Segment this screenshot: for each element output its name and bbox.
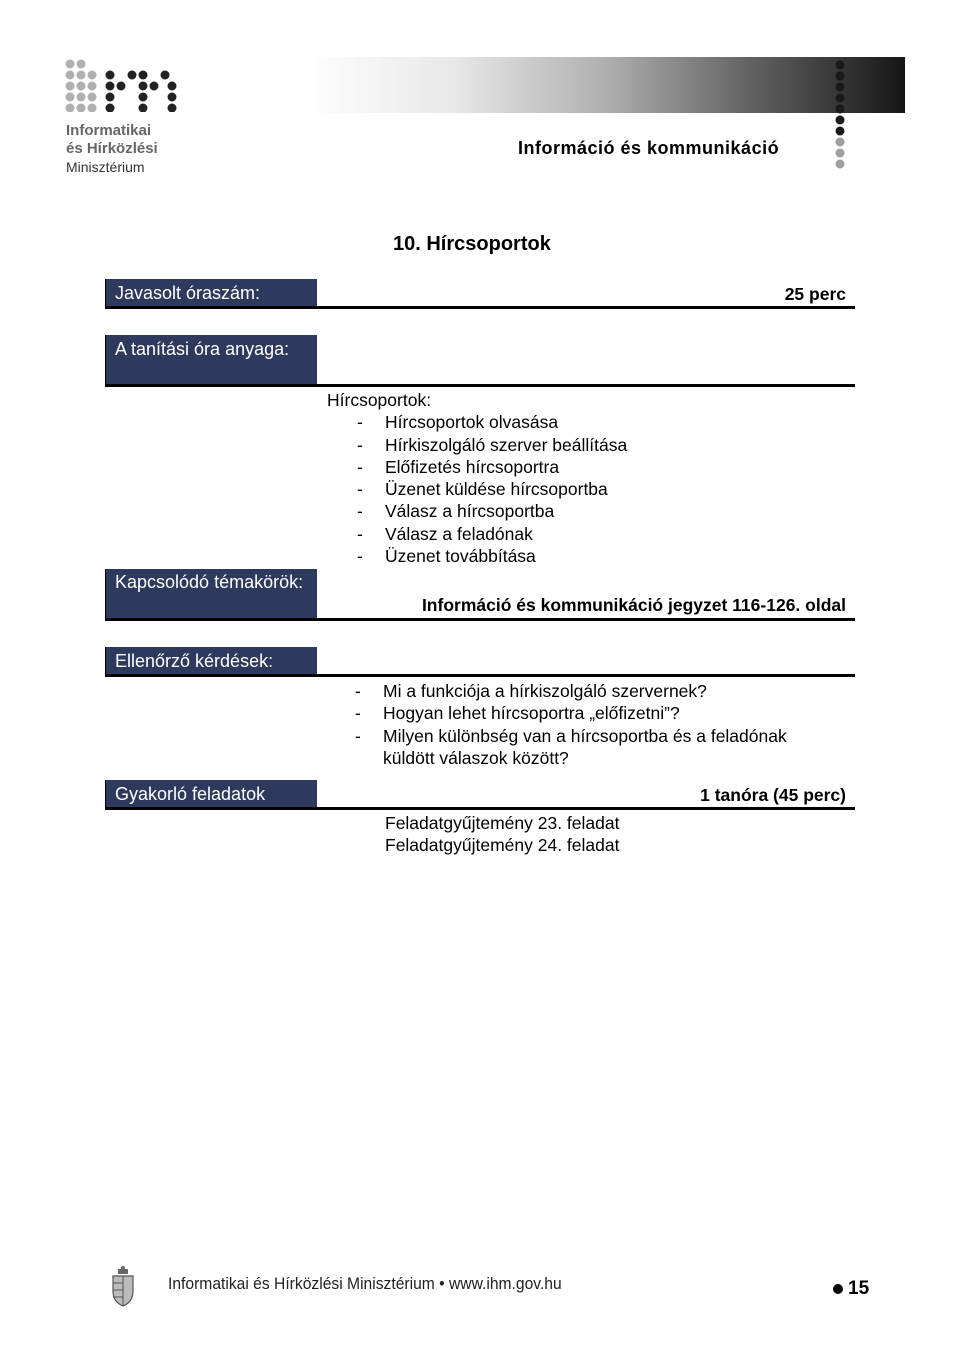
dash: -: [357, 501, 363, 522]
question-item: [325, 680, 855, 702]
bullet-icon: [832, 1283, 844, 1295]
divider: [105, 674, 855, 677]
divider: [105, 279, 106, 309]
question-text: Mi a funkciója a hírkiszolgáló szervernek?: [383, 681, 707, 701]
duration-label: Javasolt óraszám:: [105, 279, 317, 307]
dash: -: [357, 523, 363, 544]
list-item-text: Válasz a hírcsoportba: [385, 501, 555, 522]
list-item-text: Előfizetés hírcsoportra: [385, 456, 560, 477]
divider: [105, 780, 106, 810]
divider: [105, 807, 855, 810]
divider: [105, 569, 106, 621]
question-text: Milyen különbség van a hírcsoportba és a feladónak küldött válaszok között?: [383, 725, 787, 768]
divider: [105, 647, 106, 677]
duration-value: 25 perc: [784, 284, 846, 304]
logo-line-3: Minisztérium: [66, 159, 145, 175]
exercises-time: 1 tanóra (45 perc): [700, 785, 846, 805]
list-item: [327, 411, 847, 433]
question-item: [325, 725, 823, 770]
dash: -: [355, 703, 361, 724]
dash: -: [357, 479, 363, 500]
list-item: [327, 434, 847, 456]
list-item: [327, 500, 847, 522]
list-item-text: Hírkiszolgáló szerver beállítása: [385, 434, 628, 455]
exercises-content: [385, 812, 785, 857]
logo-line-1: Informatikai: [66, 122, 152, 139]
list-item-text: Üzenet továbbítása: [385, 546, 536, 567]
divider: [105, 306, 855, 309]
question-item: [325, 702, 855, 724]
divider: [105, 335, 106, 387]
ministry-logo-mark: [64, 58, 184, 112]
dash: -: [357, 434, 363, 455]
questions-content: [325, 680, 855, 769]
exercise-item: Feladatgyűjtemény 24. feladat: [385, 835, 620, 856]
list-item: [327, 456, 847, 478]
footer-text: Informatikai és Hírközlési Minisztérium • www.ihm.gov.hu: [168, 1274, 562, 1293]
material-label: A tanítási óra anyaga:: [105, 335, 317, 385]
header-gradient-bar: [303, 57, 905, 113]
list-item: [327, 523, 847, 545]
exercises-label: Gyakorló feladatok: [105, 780, 317, 808]
divider: [105, 384, 855, 387]
dash: -: [357, 412, 363, 433]
page-number: 15: [848, 1278, 870, 1299]
related-topics-label: Kapcsolódó témakörök:: [105, 569, 317, 619]
material-heading: Hírcsoportok:: [327, 390, 432, 410]
section-title: Információ és kommunikáció: [518, 138, 780, 158]
list-item: [327, 545, 847, 567]
dash: -: [357, 546, 363, 567]
coat-of-arms-icon: [110, 1265, 136, 1307]
dash: -: [355, 681, 361, 701]
question-text: Hogyan lehet hírcsoportra „előfizetni”?: [383, 703, 680, 724]
list-item: [327, 478, 847, 500]
divider: [105, 618, 855, 621]
related-topics-value: Információ és kommunikáció jegyzet 116-126. oldal: [421, 595, 846, 615]
material-content: [327, 389, 847, 567]
exercise-item: Feladatgyűjtemény 23. feladat: [385, 813, 620, 833]
header-dot-column: [834, 60, 846, 170]
ministry-logo-text: [66, 122, 206, 176]
list-item-text: Válasz a feladónak: [385, 523, 533, 544]
dash: -: [355, 725, 361, 746]
page-title: 10. Hírcsoportok: [393, 233, 551, 255]
questions-label: Ellenőrző kérdések:: [105, 647, 317, 675]
list-item-text: Hírcsoportok olvasása: [385, 412, 559, 433]
list-item-text: Üzenet küldése hírcsoportba: [385, 479, 608, 500]
logo-line-2: és Hírközlési: [66, 140, 158, 157]
dash: -: [357, 456, 363, 477]
